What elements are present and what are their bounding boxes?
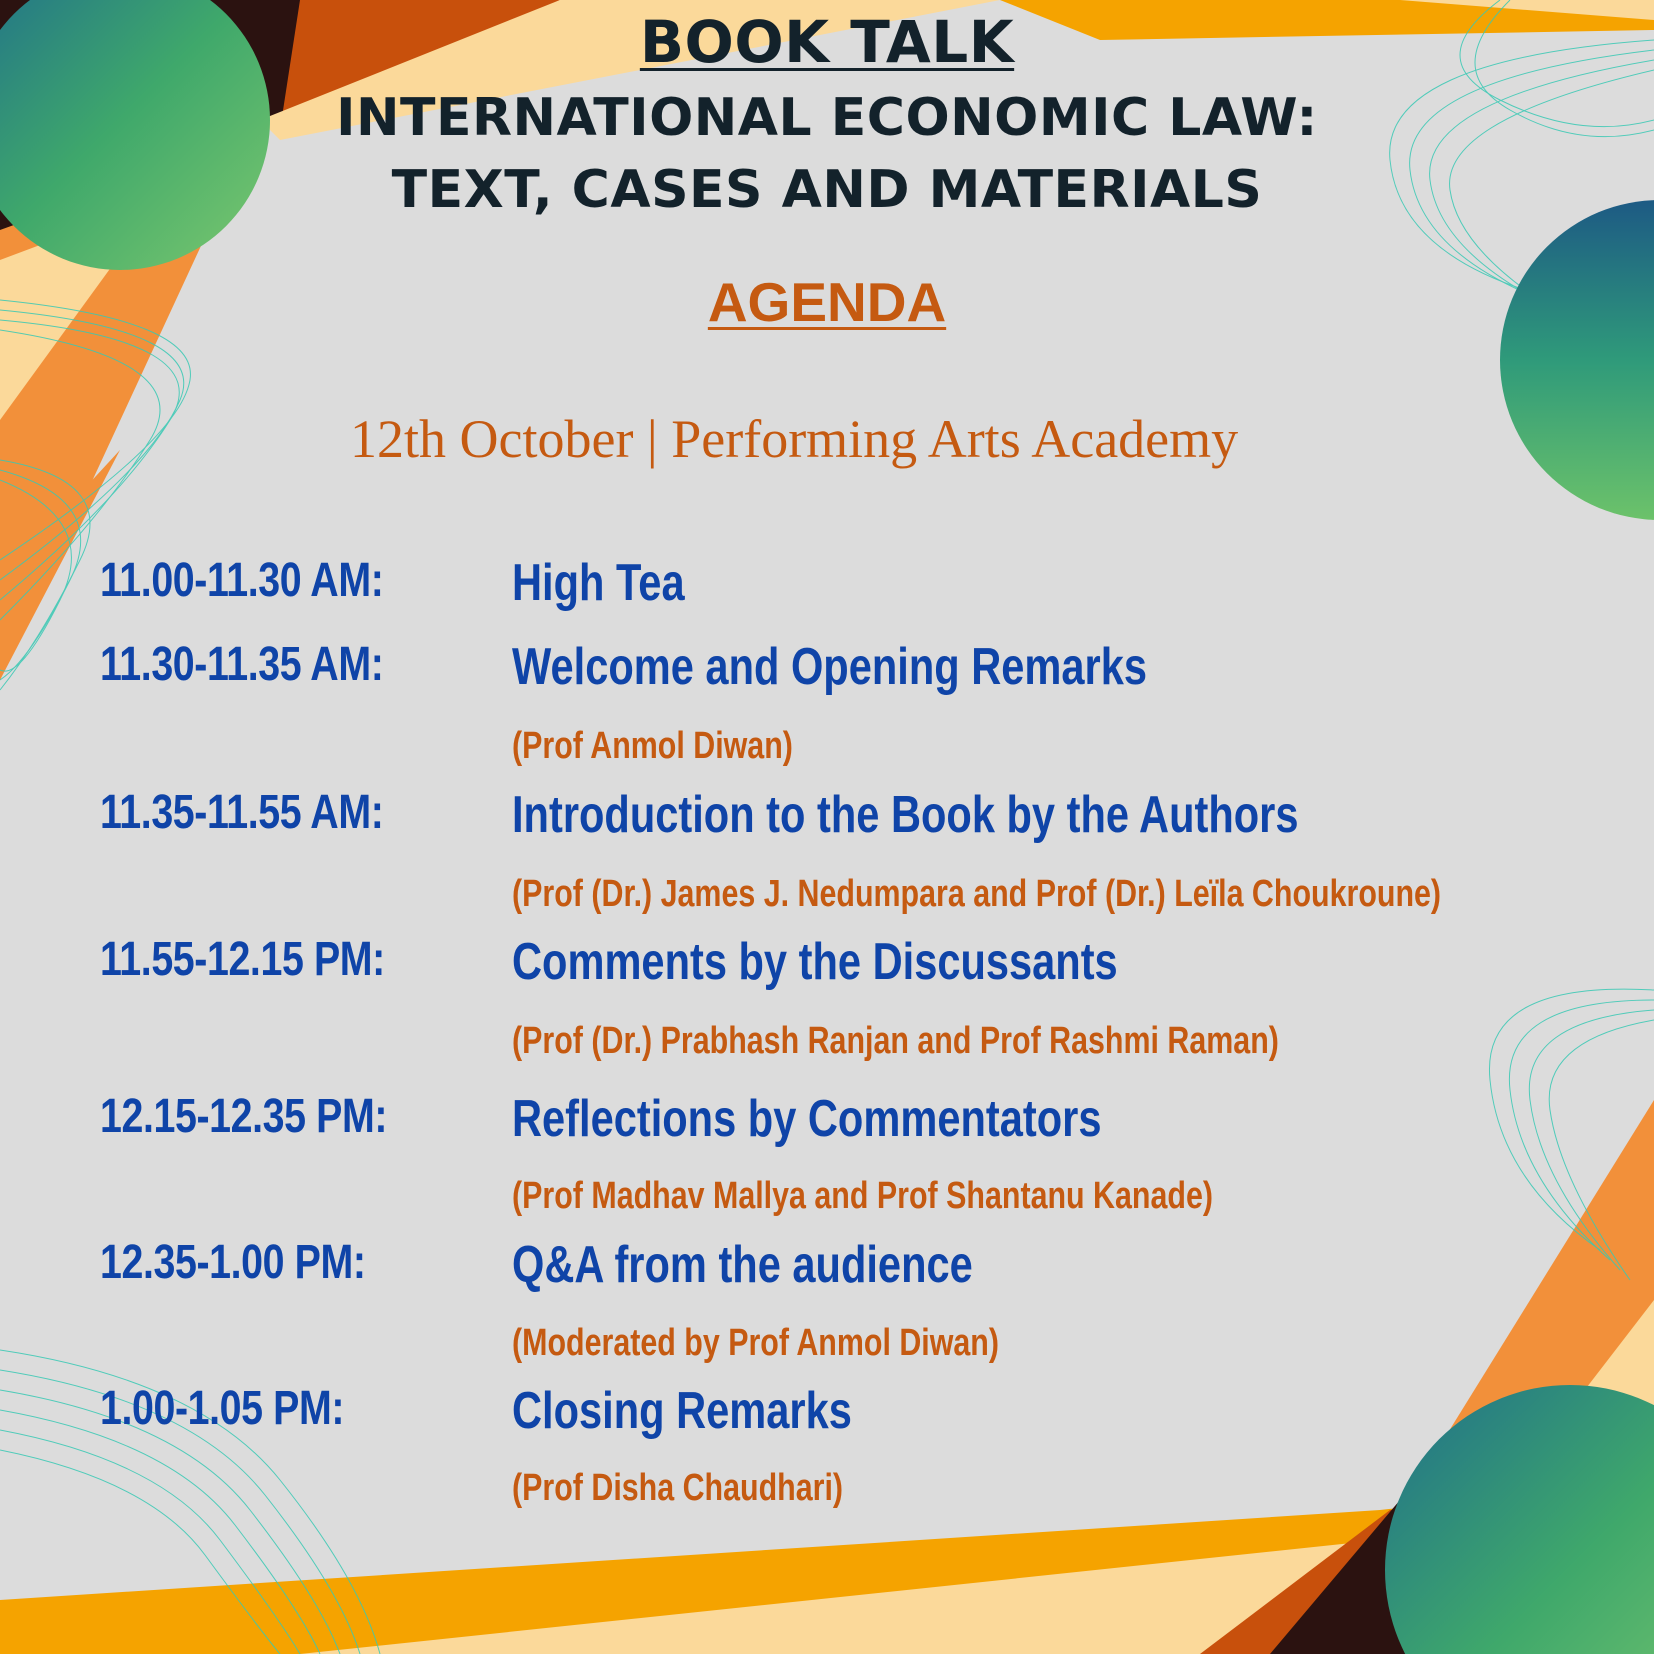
circle-top-right: [1500, 200, 1654, 520]
schedule-speakers: (Prof Disha Chaudhari): [512, 1467, 844, 1509]
book-title-line-1: INTERNATIONAL ECONOMIC LAW:: [336, 88, 1318, 148]
schedule-time: 11.30-11.35 AM:: [100, 638, 384, 691]
schedule-time: 12.15-12.35 PM:: [100, 1090, 388, 1143]
schedule-activity: Comments by the Discussants: [512, 933, 1118, 991]
event-date-venue: 12th October | Performing Arts Academy: [350, 409, 1239, 469]
schedule-speakers: (Prof Anmol Diwan): [512, 725, 793, 767]
schedule-activity: Welcome and Opening Remarks: [512, 638, 1147, 696]
schedule-speakers: (Prof (Dr.) James J. Nedumpara and Prof (Dr.) Leïla Choukroune): [512, 873, 1442, 915]
event-type-heading: BOOK TALK: [639, 8, 1015, 76]
schedule-activity: Q&A from the audience: [512, 1236, 973, 1294]
schedule-activity: Closing Remarks: [512, 1382, 852, 1440]
schedule-speakers: (Prof (Dr.) Prabhash Ranjan and Prof Rashmi Raman): [512, 1020, 1279, 1062]
schedule-activity: High Tea: [512, 554, 685, 612]
agenda-heading: AGENDA: [707, 271, 947, 333]
book-title-line-2: TEXT, CASES AND MATERIALS: [391, 160, 1263, 220]
schedule-time: 1.00-1.05 PM:: [100, 1382, 345, 1435]
schedule-time: 11.00-11.30 AM:: [100, 554, 384, 607]
schedule-speakers: (Moderated by Prof Anmol Diwan): [512, 1322, 999, 1364]
schedule-time: 11.55-12.15 PM:: [100, 933, 385, 986]
schedule-activity: Reflections by Commentators: [512, 1090, 1102, 1148]
schedule-time: 11.35-11.55 AM:: [100, 786, 384, 839]
schedule-speakers: (Prof Madhav Mallya and Prof Shantanu Kanade): [512, 1175, 1213, 1217]
schedule-activity: Introduction to the Book by the Authors: [512, 786, 1299, 844]
schedule-time: 12.35-1.00 PM:: [100, 1236, 366, 1289]
circle-bottom-right: [1385, 1385, 1654, 1654]
